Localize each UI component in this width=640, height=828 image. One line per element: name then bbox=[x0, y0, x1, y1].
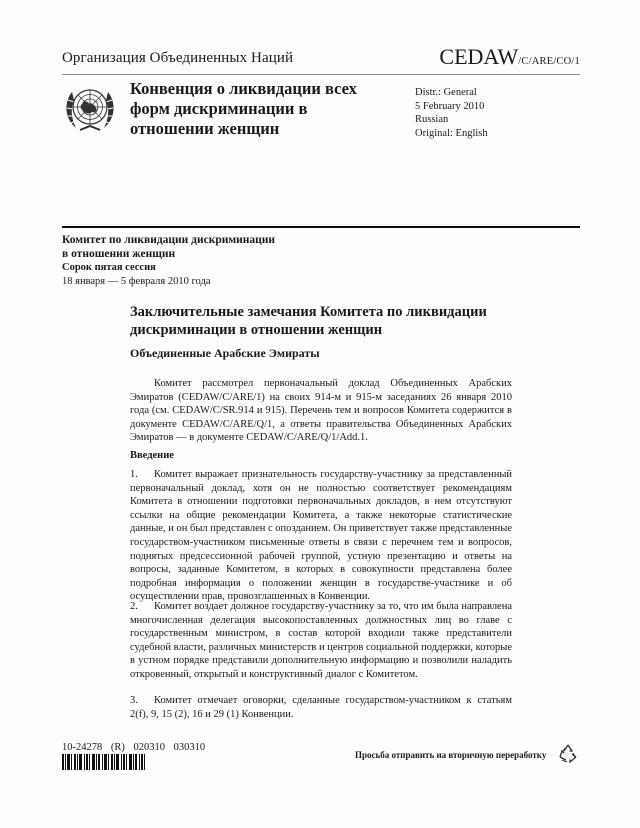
organization-name: Организация Объединенных Наций bbox=[62, 50, 294, 66]
paragraph-3 bbox=[130, 694, 512, 721]
paragraph-number: 1. bbox=[130, 469, 138, 480]
section-heading-introduction: Введение bbox=[130, 450, 174, 461]
committee-divider bbox=[62, 226, 580, 228]
session-dates: 18 января — 5 февраля 2010 года bbox=[62, 276, 211, 287]
job-number-line bbox=[62, 742, 205, 753]
committee-name-line2: в отношении женщин bbox=[62, 248, 176, 260]
paragraph-text: Комитет воздает должное государству-участнику за то, что им была направлена многочисленная делегация высокопоставленных должностных лиц во главе с государственным министром, в состав которой входили также представители судебной власти, различных министерств и центров социальной поддержки, которые в устном порядке представили дополнительную информацию и позволили наладить откровенный, открытый и конструктивный диалог с Комитетом. bbox=[130, 601, 512, 680]
paragraph-2 bbox=[130, 600, 512, 682]
un-emblem-icon bbox=[62, 80, 118, 136]
footer-date-2: 030310 bbox=[173, 742, 206, 753]
session-label: Сорок пятая сессия bbox=[62, 262, 156, 273]
convention-title: Конвенция о ликвидации всех форм дискриминации в отношении женщин bbox=[130, 79, 357, 138]
document-symbol-main: CEDAW bbox=[439, 44, 519, 69]
distribution-type: Distr.: General bbox=[415, 87, 477, 98]
country-name: Объединенные Арабские Эмираты bbox=[130, 346, 320, 360]
footer-date-1: 020310 bbox=[133, 742, 165, 753]
document-symbol bbox=[439, 44, 580, 70]
paragraph-text: Комитет выражает признательность государству-участнику за представленный первоначальный доклад, хотя он не полностью соответствует рекомендациям Комитета в отношении подготовки первоначальных докладов, в нем отсутствуют ссылки на общие рекомендации Комитета, а также некоторые статистические данные, и он был представлен с опозданием. Он приветствует также представленные государством-участником письменные ответы в связи с перечнем тем и вопросов, поднятых предсессионной рабочей группой, устную презентацию и ответы на вопросы, заданные Комитетом, в которых в совокупности представлена более подробная информация о положении женщин в государстве-участнике и об осуществлении прав, провозглашенных в Конвенции. bbox=[130, 469, 512, 603]
intro-paragraph: Комитет рассмотрел первоначальный доклад Объединенных Арабских Эмиратов (CEDAW/C/ARE/1) на своих 914-м и 915-м заседаниях 26 января 2010 года (см. CEDAW/C/SR.914 и 915). Перечень тем и вопросов Комитета содержится в документе CEDAW/C/ARE/Q/1, а ответы правительства Объединенных Арабских Эмиратов — в документе CEDAW/C/ARE/Q/1/Add.1. bbox=[130, 378, 512, 444]
recycle-icon bbox=[557, 743, 579, 765]
distribution-block bbox=[415, 86, 488, 140]
recycle-note: Просьба отправить на вторичную переработку bbox=[355, 750, 547, 760]
document-symbol-suffix: /C/ARE/CO/1 bbox=[518, 56, 580, 67]
paragraph-number: 2. bbox=[130, 601, 138, 612]
committee-block bbox=[62, 233, 275, 289]
header-divider bbox=[62, 74, 580, 75]
barcode-icon bbox=[62, 754, 174, 770]
paragraph-text: Комитет отмечает оговорки, сделанные государством-участником к статьям 2(f), 9, 15 (2), 16 и 29 (1) Конвенции. bbox=[130, 695, 512, 720]
document-title: Заключительные замечания Комитета по ликвидации дискриминации в отношении женщин bbox=[130, 304, 487, 338]
document-language: Russian bbox=[415, 114, 449, 125]
paragraph-1 bbox=[130, 468, 512, 604]
paragraph-number: 3. bbox=[130, 695, 138, 706]
issue-date: 5 February 2010 bbox=[415, 100, 485, 112]
committee-name-line1: Комитет по ликвидации дискриминации bbox=[62, 234, 276, 246]
job-number: 10-24278 (R) bbox=[62, 742, 125, 753]
original-language: Original: English bbox=[415, 127, 488, 139]
